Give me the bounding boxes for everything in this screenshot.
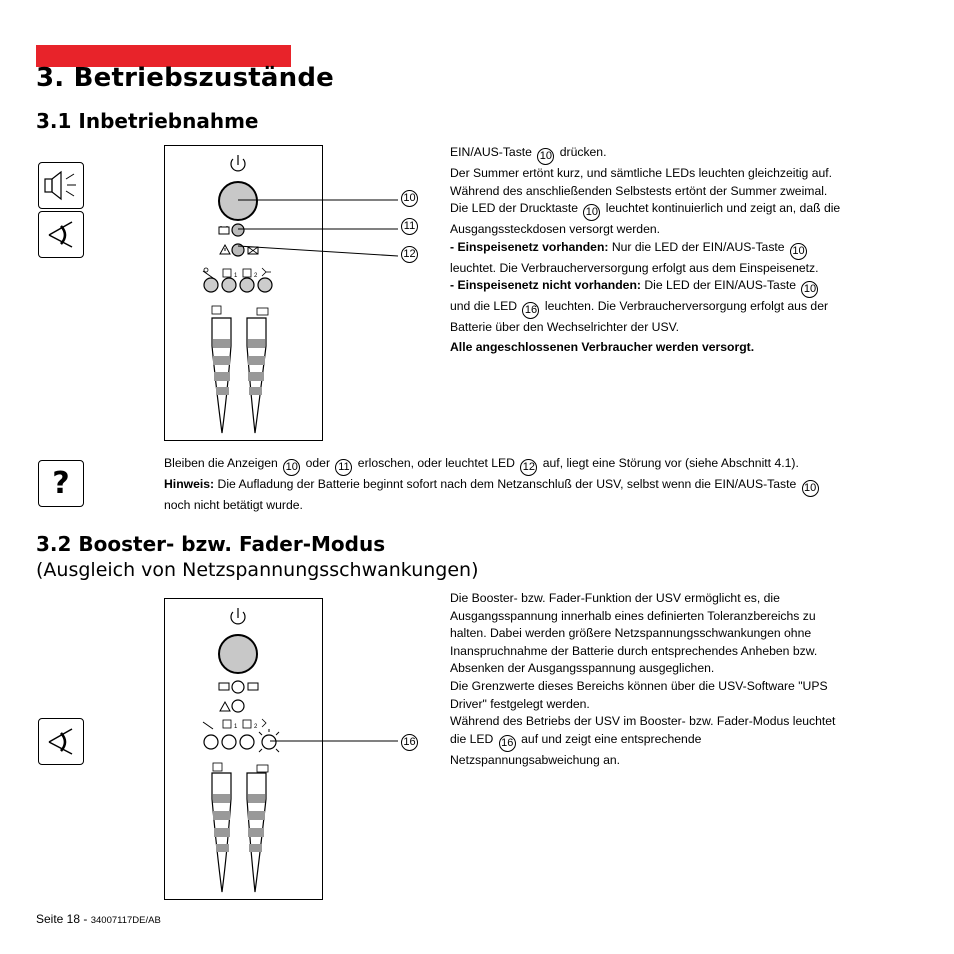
text-line: Die Booster- bzw. Fader-Funktion der USV ermöglicht es, die [450,591,780,605]
led-13 [204,278,218,292]
text-line: leuchtet. Die Verbraucherversorgung erfolgt aus dem Einspeisenetz. [450,260,819,275]
text-line: Hinweis: Die Aufladung der Batterie beginnt sofort nach dem Netzanschluß der USV, selbst wenn die EIN/AUS-Taste 10 [164,476,884,497]
text-line: Der Summer ertönt kurz, und sämtliche LEDs leuchten gleichzeitig auf. [450,166,833,180]
status-row-icons [203,719,266,730]
text-line: EIN/AUS-Taste 10 drücken. [450,144,920,165]
outlet-group-2-label: 2 [254,724,258,730]
bold-note: Alle angeschlossenen Verbraucher werden versorgt. [450,340,755,354]
led-14 [222,278,236,292]
led-15 [240,735,254,749]
callout-12: 12 [401,246,418,263]
load-level-bargraph [212,773,231,892]
text-line: noch nicht betätigt wurde. [164,498,303,512]
warning-icon [220,702,230,711]
status-row-icons [203,268,271,279]
text-line: Während des Betriebs der USV im Booster- bzw. Fader-Modus leuchtet [450,714,836,729]
text-line: Die Grenzwerte dieses Bereichs können über die USV-Software "UPS [450,678,828,693]
battery-led-icon [219,226,229,234]
text-line: die LED 16 auf und zeigt eine entsprechende [450,731,920,752]
text-line: Driver" festgelegt werden. [450,696,590,711]
hint-text [164,455,884,515]
battery-level-icon [257,765,268,772]
question-icon: ? [38,460,84,507]
observe-icon [38,718,84,765]
text-line: Absenken der Ausgangsspannung ausgeglichen. [450,661,715,676]
text-line: Batterie über den Wechselrichter der USV. [450,320,679,335]
led-11 [232,681,244,693]
led-14 [222,735,236,749]
warning-icon [220,245,230,254]
section2-body [450,590,920,769]
text-line: - Einspeisenetz nicht vorhanden: Die LED der EIN/AUS-Taste 10 [450,277,920,298]
page-number: Seite 18 - [36,912,88,926]
outlet-group-2-label: 2 [254,273,258,279]
callout-16: 16 [401,734,418,751]
section-title-booster: 3.2 Booster- bzw. Fader-Modus [36,532,386,556]
battery-level-bargraph [247,773,266,892]
observe-icon [38,211,84,258]
text-line: Die LED der Drucktaste 10 leuchtet kontinuierlich und zeigt an, daß die [450,200,920,221]
text-line: - Einspeisenetz vorhanden: Nur die LED der EIN/AUS-Taste 10 [450,239,920,260]
text-line: Während des anschließenden Selbstests ertönt der Summer zweimal. [450,183,828,198]
text-line: Ausgangssteckdosen versorgt werden. [450,222,661,237]
speaker-icon [38,162,84,209]
text-line: halten. Dabei werden größere Netzspannungsschwankungen ohne [450,626,812,641]
battery-level-icon [257,308,268,315]
text-line: und die LED 16 leuchten. Die Verbraucherversorgung erfolgt aus der [450,298,920,319]
battery-level-bargraph [247,318,266,433]
on-off-button [219,635,257,673]
outlet-group-1-label: 1 [234,273,238,279]
power-symbol-icon [231,608,245,624]
load-level-icon [213,763,222,771]
callout-10: 10 [401,190,418,207]
section-subtitle: (Ausgleich von Netzspannungsschwankungen) [36,559,479,581]
led-12 [232,700,244,712]
power-symbol-icon [231,155,245,171]
text-line: Ausgangsspannung innerhalb eines definierten Toleranzbereichs zu [450,608,816,623]
section1-body [450,144,920,337]
outlet-group-1-label: 1 [234,724,238,730]
ups-front-panel-booster [164,598,323,900]
fault-battery-icon [248,683,258,690]
callout-leader-16 [270,735,410,747]
text-line: Bleiben die Anzeigen 10 oder 11 erloschen, oder leuchtet LED 12 auf, liegt eine Störung vor (siehe Abschnitt 4.1). [164,455,884,476]
page-title: 3. Betriebszustände [36,63,335,93]
text-line: Inanspruchnahme der Batterie durch entsprechendes Anheben bzw. [450,643,818,658]
page-footer [36,912,161,926]
callout-leaders-1 [230,190,430,260]
led-16 [258,278,272,292]
callout-11: 11 [401,218,418,235]
led-13 [204,735,218,749]
document-id: 34007117DE/AB [90,915,161,926]
load-level-icon [212,306,221,314]
load-level-bargraph [212,318,231,433]
battery-led-icon [219,683,229,690]
section-title-inbetriebnahme: 3.1 Inbetriebnahme [36,109,259,133]
text-line: Netzspannungsabweichung an. [450,752,621,767]
led-15 [240,278,254,292]
